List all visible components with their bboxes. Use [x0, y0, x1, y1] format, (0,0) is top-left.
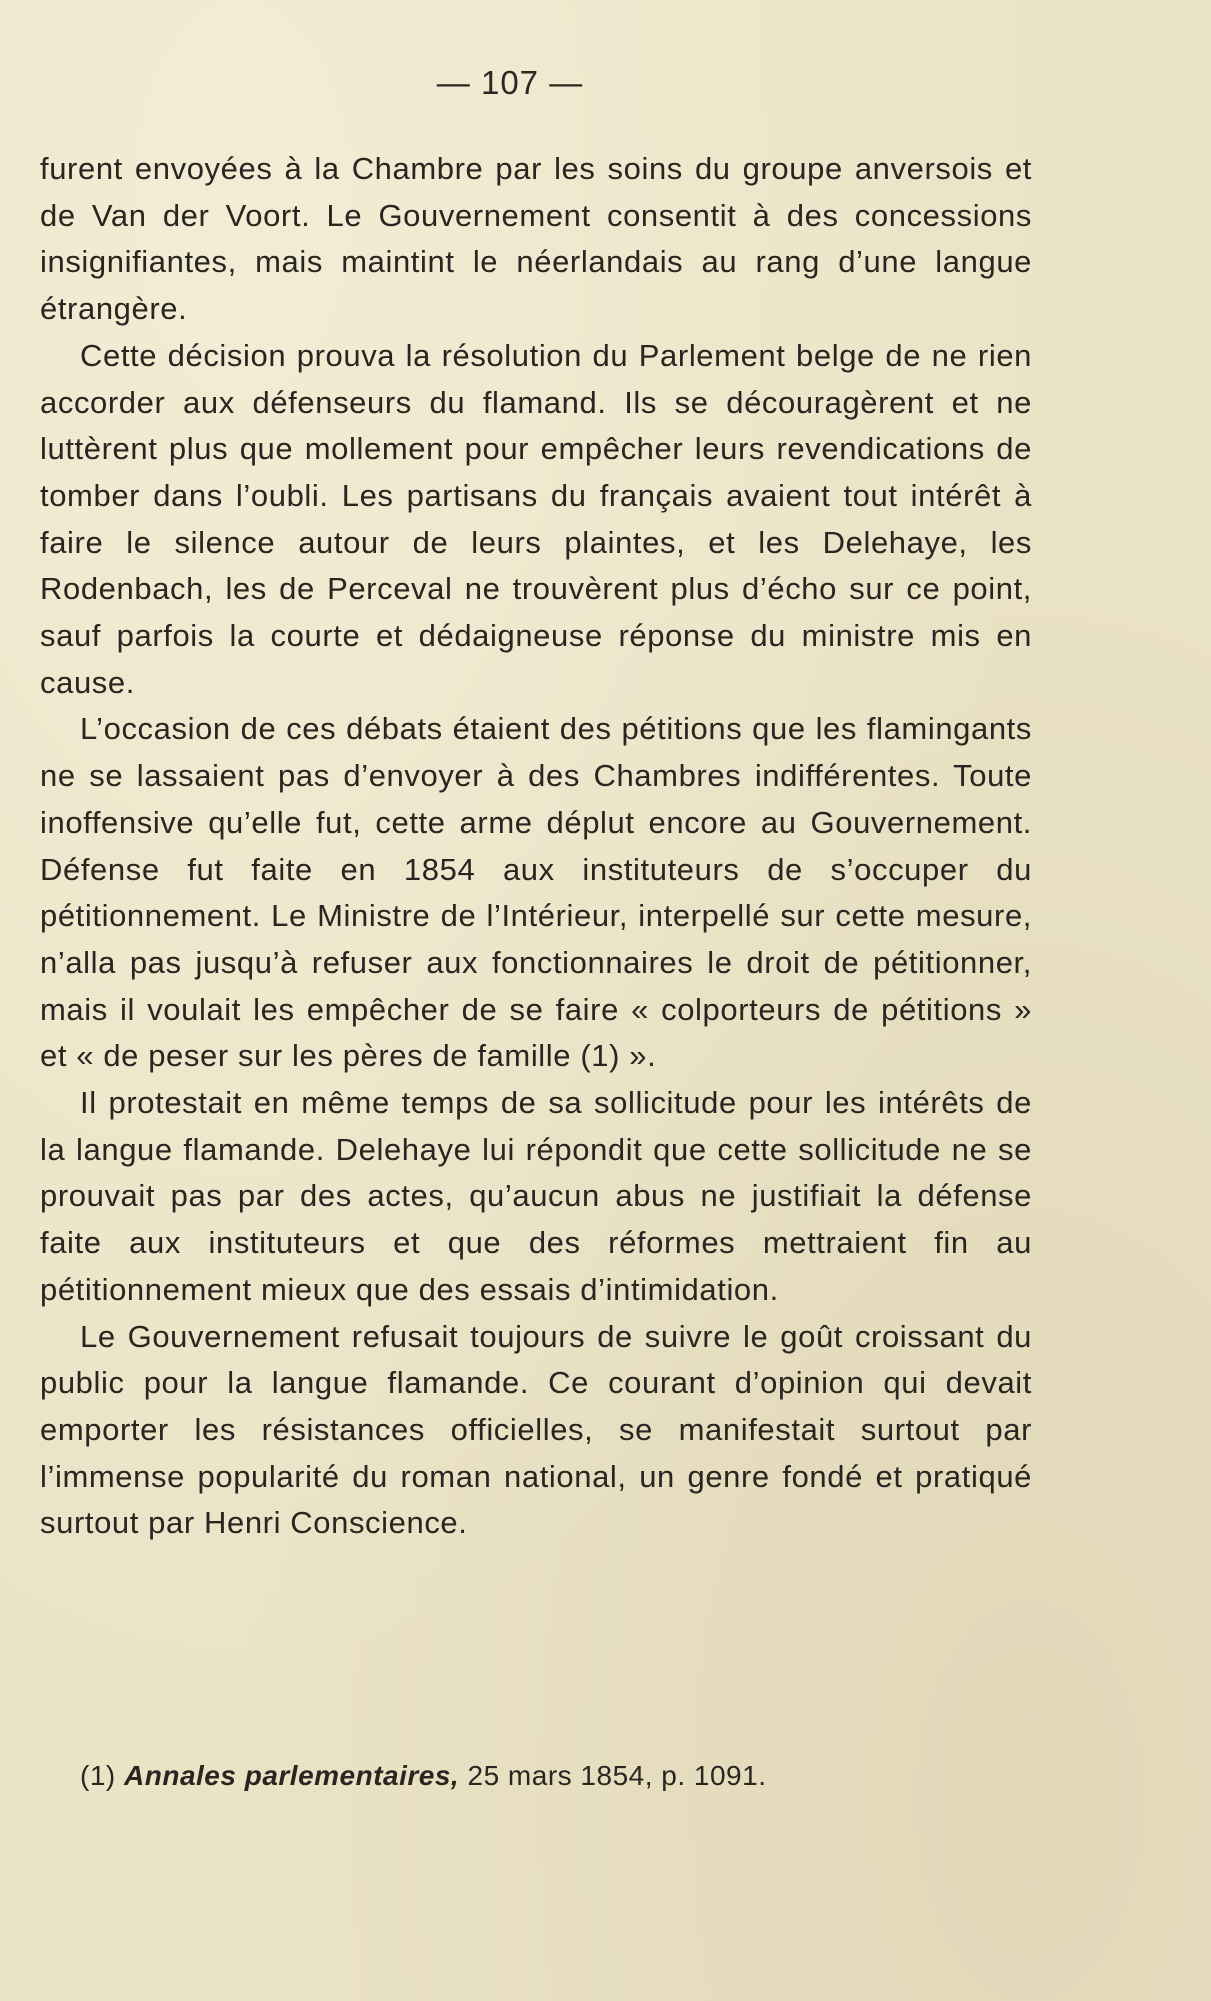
footnote	[80, 1760, 1030, 1792]
body-text	[40, 146, 1032, 1547]
footnote-reference: 25 mars 1854, p. 1091.	[467, 1760, 767, 1791]
footnote-source: Annales parlementaires,	[124, 1760, 460, 1791]
page-number: — 107 —	[436, 64, 584, 101]
paragraph: Il protestait en même temps de sa sollicitude pour les intérêts de la langue flamande. Delehaye lui répondit que cette sollicitude ne se prouvait pas par des actes, qu’aucun abus ne justifiait la défense faite aux instituteurs et que des réformes mettraient fin au pétitionnement mieux que des essais d’intimidation.	[40, 1085, 1032, 1307]
paragraph: furent envoyées à la Chambre par les soins du groupe anversois et de Van der Voort. Le Gouvernement consentit à des concessions insignifiantes, mais maintint le néerlandais au rang d’une langue étrangère.	[40, 151, 1032, 327]
footnote-marker: (1)	[80, 1760, 116, 1791]
paragraph: Le Gouvernement refusait toujours de suivre le goût croissant du public pour la langue flamande. Ce courant d’opinion qui devait emporter les résistances officielles, se manifestait surtout par l’immense popularité du roman national, un genre fondé et pratiqué surtout par Henri Conscience.	[40, 1318, 1032, 1541]
paragraph: L’occasion de ces débats étaient des pétitions que les flamingants ne se lassaient pas d’envoyer à des Chambres indifférentes. Toute inoffensive qu’elle fut, cette arme déplut encore au Gouvernement. Défense fut faite en 1854 aux instituteurs de s’occuper du pétitionnement. Le Ministre de l’Intérieur, interpellé sur cette mesure, n’alla pas jusqu’à refuser aux fonctionnaires le droit de pétitionner, mais il voulait les empêcher de se faire « colporteurs de pétitions » et « de peser sur les pères de famille (1) ».	[40, 711, 1032, 1074]
paragraph: Cette décision prouva la résolution du Parlement belge de ne rien accorder aux défenseurs du flamand. Ils se découragèrent et ne luttèrent plus que mollement pour empêcher leurs revendications de tomber dans l’oubli. Les partisans du français avaient tout intérêt à faire le silence autour de leurs plaintes, et les Delehaye, les Rodenbach, les de Perceval ne trouvèrent plus d’écho sur ce point, sauf parfois la courte et dédaigneuse réponse du ministre mis en cause.	[40, 337, 1032, 700]
